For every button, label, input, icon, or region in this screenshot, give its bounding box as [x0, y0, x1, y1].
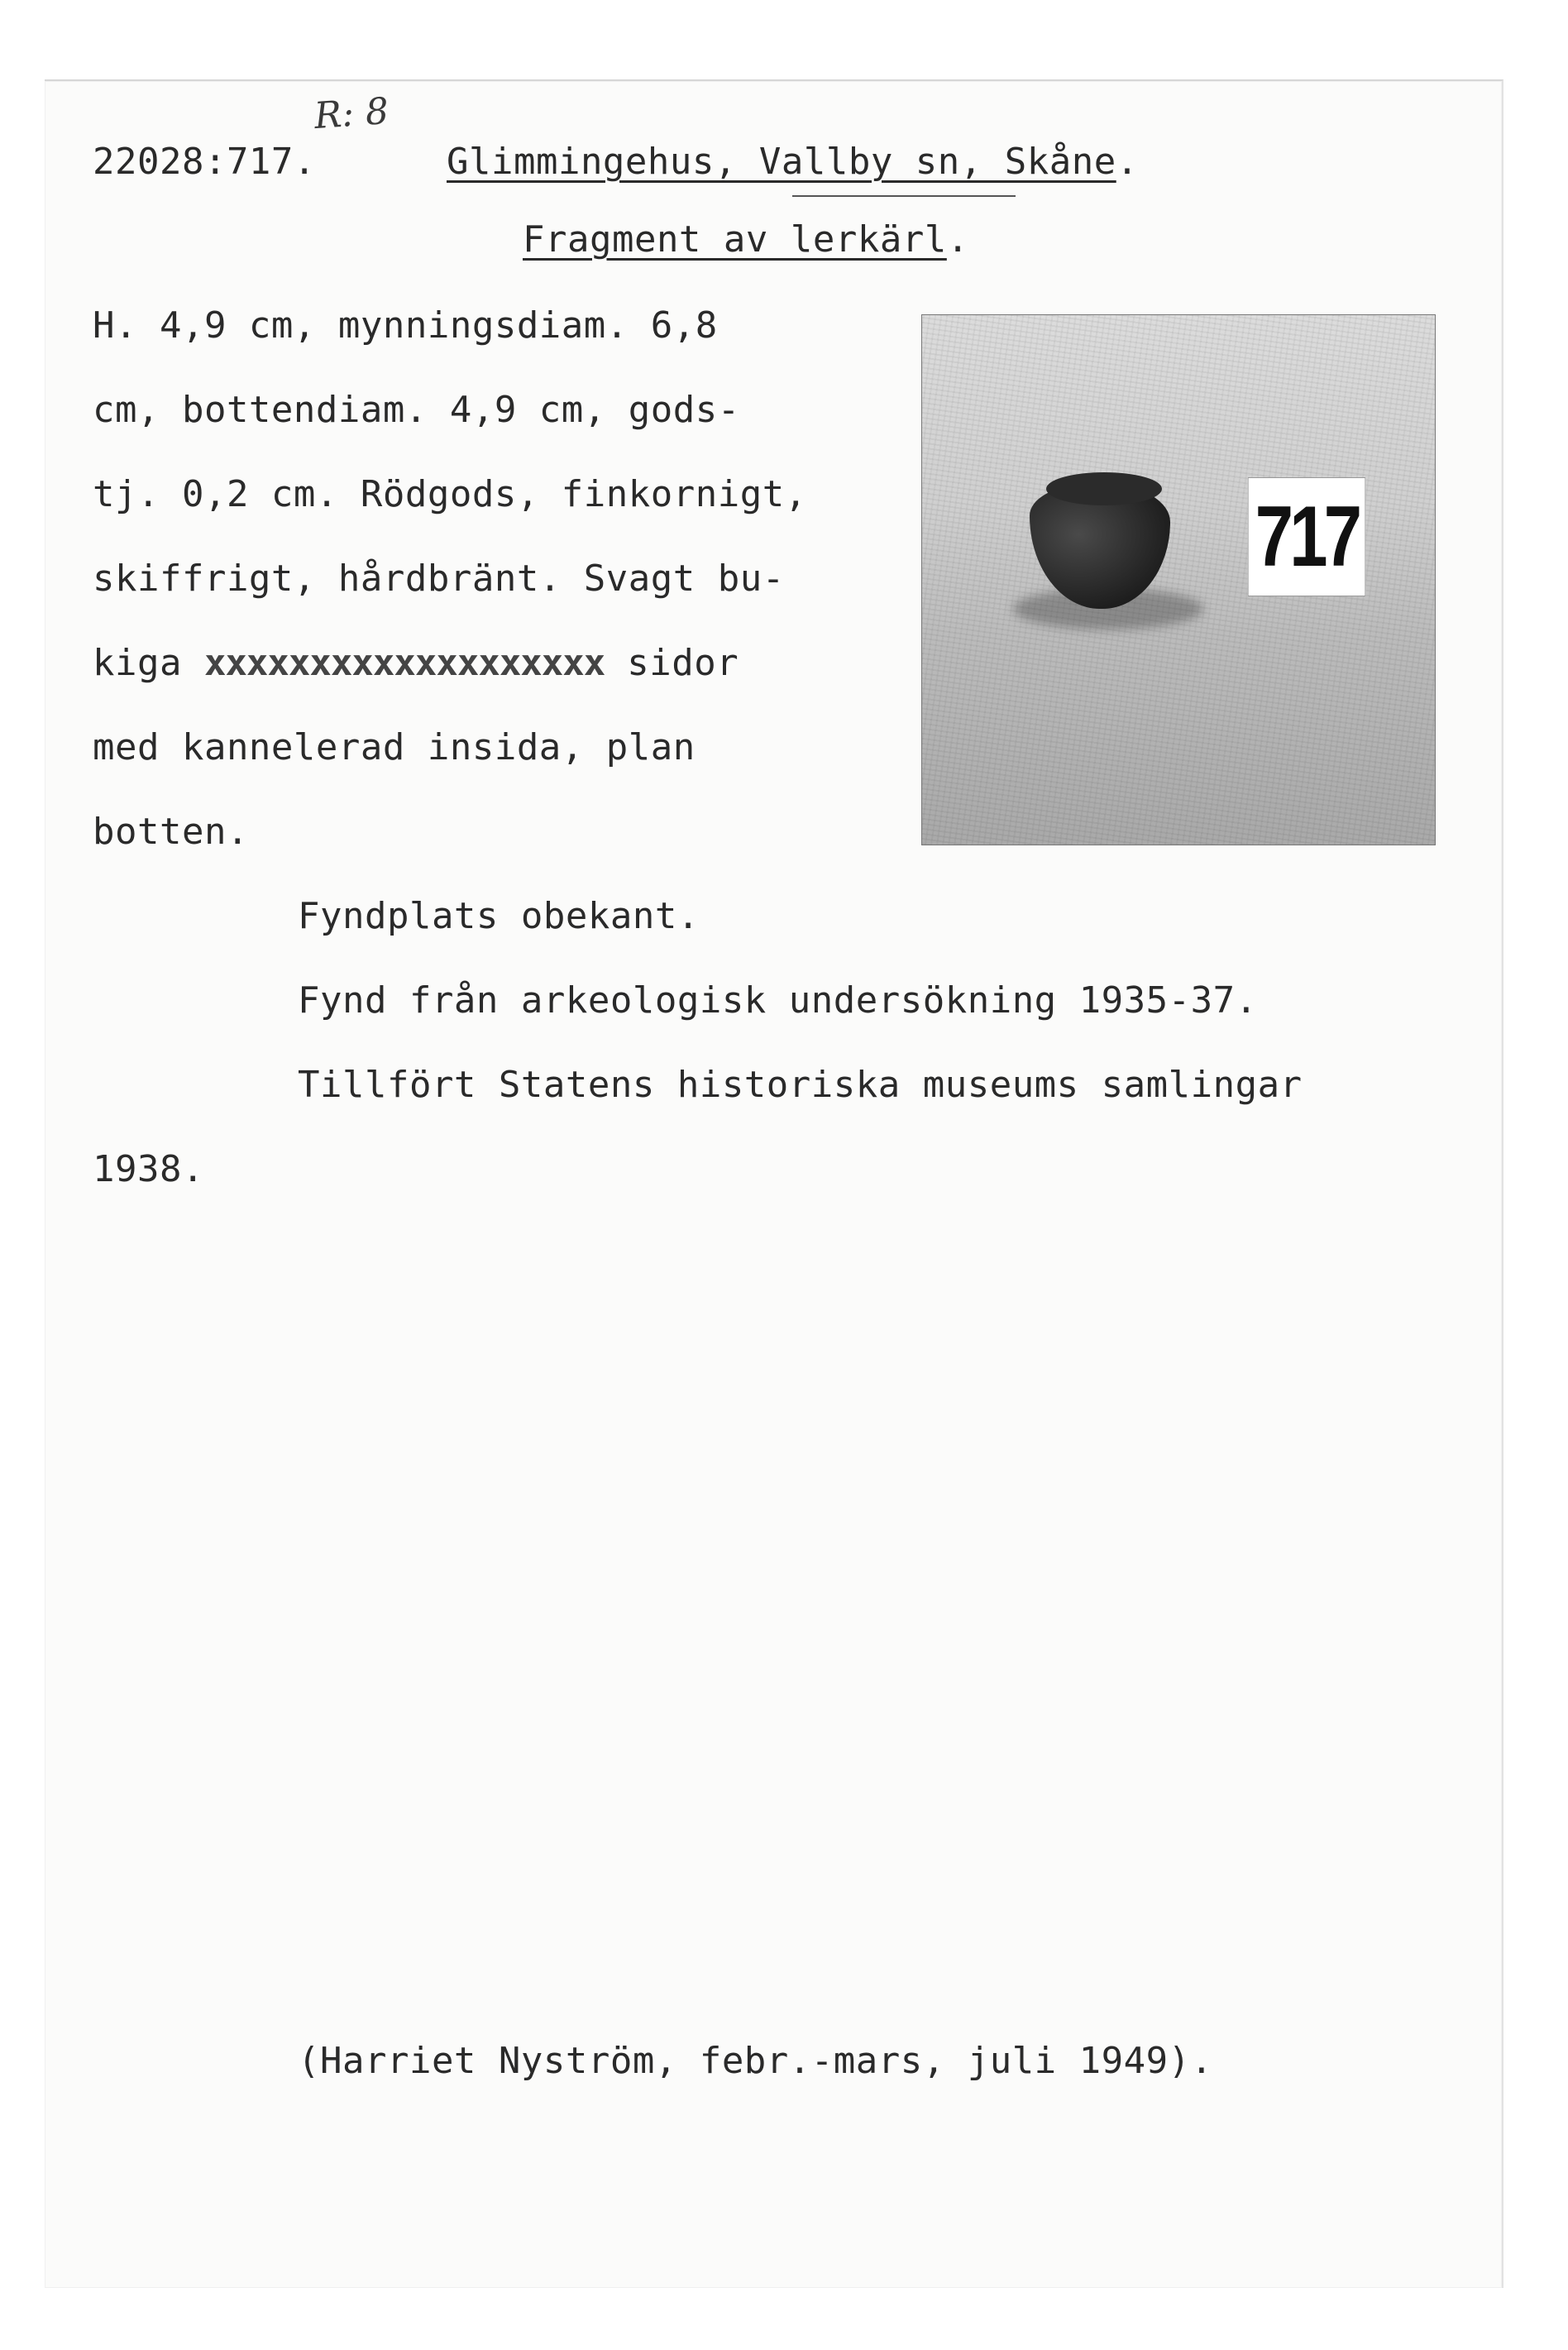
description-line-3: tj. 0,2 cm. Rödgods, finkornigt, [93, 473, 807, 515]
description-line-4: skiffrigt, hårdbränt. Svagt bu- [93, 558, 785, 600]
divider-line [792, 195, 1016, 197]
object-title-text: Fragment av lerkärl [523, 218, 947, 261]
description-line-5-start: kiga [93, 642, 204, 684]
signature-line: (Harriet Nyström, febr.-mars, juli 1949). [298, 2040, 1213, 2082]
location-heading [447, 141, 1139, 183]
object-title-period: . [946, 218, 969, 261]
description-line-1: H. 4,9 cm, mynningsdiam. 6,8 [93, 304, 718, 347]
handwritten-note: R: 8 [313, 89, 390, 138]
note-excavation: Fynd från arkeologisk undersökning 1935-37. [298, 979, 1258, 1022]
catalog-number: 22028:717. [93, 141, 316, 183]
object-title [523, 218, 969, 261]
description-line-5-end: sidor [627, 642, 739, 684]
description-line-5 [93, 642, 739, 684]
description-line-6: med kannelerad insida, plan [93, 726, 696, 768]
pot-rim [1046, 472, 1162, 505]
struck-out-text: xxxxxxxxxxxxxxxxxxx [203, 642, 605, 684]
location-period: . [1116, 141, 1139, 183]
photo-number-label: 717 [1248, 477, 1365, 596]
location-text: Glimmingehus, Vallby sn, Skåne [447, 141, 1116, 183]
note-find-place: Fyndplats obekant. [298, 895, 700, 937]
description-line-7: botten. [93, 811, 249, 853]
note-transfer: Tillfört Statens historiska museums samlingar [298, 1064, 1303, 1106]
note-transfer-year: 1938. [93, 1148, 204, 1190]
object-photo [921, 314, 1436, 845]
description-line-2: cm, bottendiam. 4,9 cm, gods- [93, 389, 740, 431]
